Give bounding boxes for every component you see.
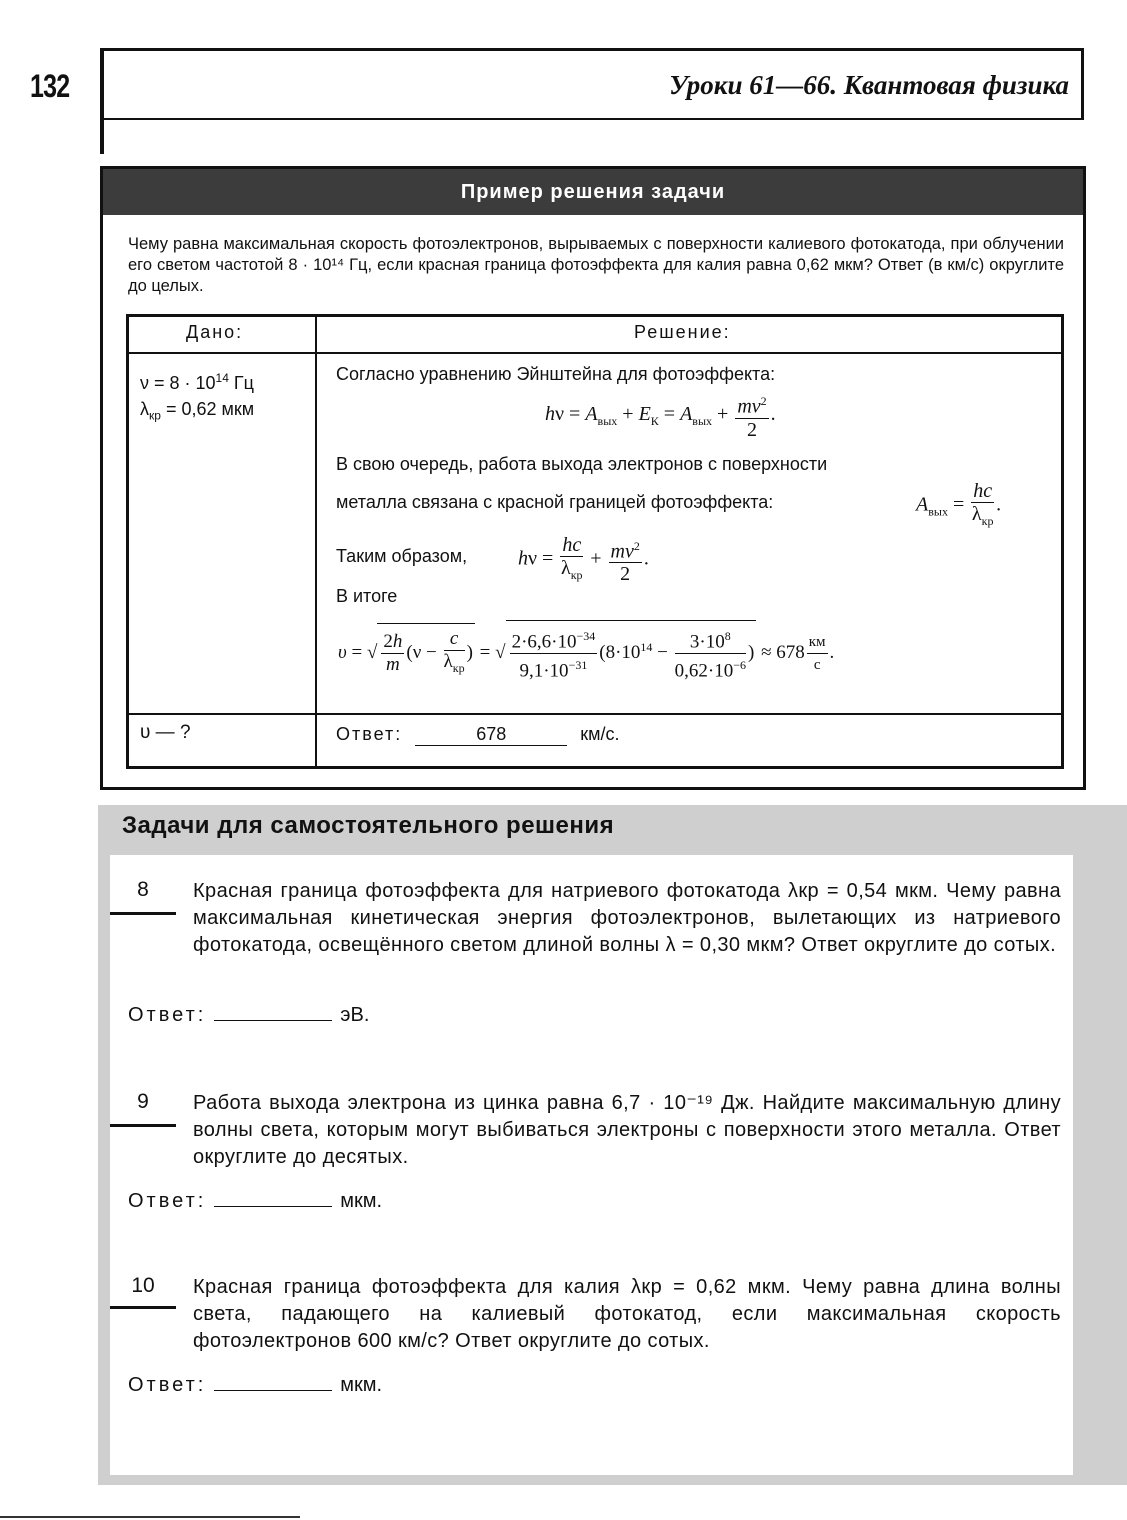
table-divider (315, 316, 317, 767)
exercises-heading: Задачи для самостоятельного решения (122, 812, 615, 839)
solution-line-2: В свою очередь, работа выхода электронов с поверхности (336, 454, 828, 474)
problem-number-rule (110, 1306, 176, 1309)
problem-text: Красная граница фотоэффекта для натриевого фотокатода λкр = 0,54 мкм. Чему равна максимальная кинетическая энергия фотоэлектронов, вылетающих из натриевого фотокатода, освещённого светом длиной волны λ = 0,30 мкм? Ответ округлите до сотых. (193, 880, 1061, 956)
solution-line-3: металла связана с красной границей фотоэффекта: (336, 492, 774, 512)
table-divider (128, 352, 1062, 354)
solution-line-4: Таким образом, (336, 546, 468, 566)
problem-text: Работа выхода электрона из цинка равна 6,7 · 10⁻¹⁹ Дж. Найдите максимальную длину волны света, которым могут выбиваться электроны с поверхности этого металла. Ответ округлите до десятых. (193, 1092, 1061, 1168)
problem-number-rule (110, 912, 176, 915)
footer-rule (0, 1516, 300, 1518)
work-function-formula: $A_{вых}$ = $\frac{hc}{\lambda_{кр}}$ . (916, 480, 1002, 528)
problem-number-rule (110, 1124, 176, 1127)
problem-number: 10 (131, 1274, 155, 1297)
solution-line-5: В итоге (336, 586, 398, 606)
table-divider (128, 713, 1062, 715)
answer-blank[interactable] (214, 1002, 332, 1021)
given-frequency: $\nu = 8 \cdot 10^{14}$ Гц (140, 371, 254, 393)
answer-value: 678 (415, 724, 567, 746)
given-values (140, 365, 254, 429)
einstein-equation: $h\nu = A_{вых} + E_К = A_{вых}$ + $\frac{mv^2}{2}$ . (545, 390, 776, 441)
problem-number: 8 (137, 878, 149, 901)
answer-blank[interactable] (214, 1372, 332, 1391)
problem-text: Красная граница фотоэффекта для калия λкр = 0,62 мкм. Чему равна длина волны света, падающего на калиевый фотокатод, если максимальная скорость фотоэлектронов 600 км/с? Ответ округлите до сотых. (193, 1276, 1061, 1352)
answer-blank[interactable] (214, 1188, 332, 1207)
example-heading: Пример решения задачи (103, 169, 1083, 215)
example-task: Чему равна максимальная скорость фотоэлектронов, вырываемых с поверхности калиевого фотокатода, при облучении его светом частотой 8 · 10¹⁴ Гц, если красная граница фотоэффекта для калия равна 0,62 мкм? Ответ (в км/с) округлите до целых. (128, 235, 1064, 295)
final-velocity-formula: υ = √ $\frac{2h}{m}$ (ν − $\frac{c}{\lambda_{кр}}$ ) = √ $\frac{2\cdot 6,6\cdot 10^{-34}}{9,1\cdot 10^{-31}}$ ($8\cdot 10^{14}$ − $\frac{3\cdot 10^8}{0,62\cdot 10^{-6}}$ ) ≈ 678 $\frac{км}{с}$ . (338, 620, 834, 683)
find-quantity: υ — ? (140, 722, 191, 743)
problem-answer: Ответ: мкм. (128, 1374, 383, 1396)
given-wavelength: $\lambda_{кр} = 0,62$ мкм (140, 399, 255, 423)
given-header: Дано: (186, 322, 244, 342)
header-rule (100, 48, 104, 154)
problem-number: 9 (137, 1090, 149, 1113)
combined-formula: hν = $\frac{hc}{\lambda_{кр}}$ + $\frac{mv^2}{2}$ . (518, 534, 649, 586)
page-number: 132 (30, 68, 70, 104)
solution-line-1: Согласно уравнению Эйнштейна для фотоэффекта: (336, 364, 776, 384)
chapter-title: Уроки 61—66. Квантовая физика (669, 70, 1069, 100)
example-answer: Ответ: 678 км/с. (336, 724, 620, 744)
problem-answer: Ответ: эВ. (128, 1004, 370, 1026)
problem-answer: Ответ: мкм. (128, 1190, 383, 1212)
solution-header: Решение: (634, 322, 731, 342)
